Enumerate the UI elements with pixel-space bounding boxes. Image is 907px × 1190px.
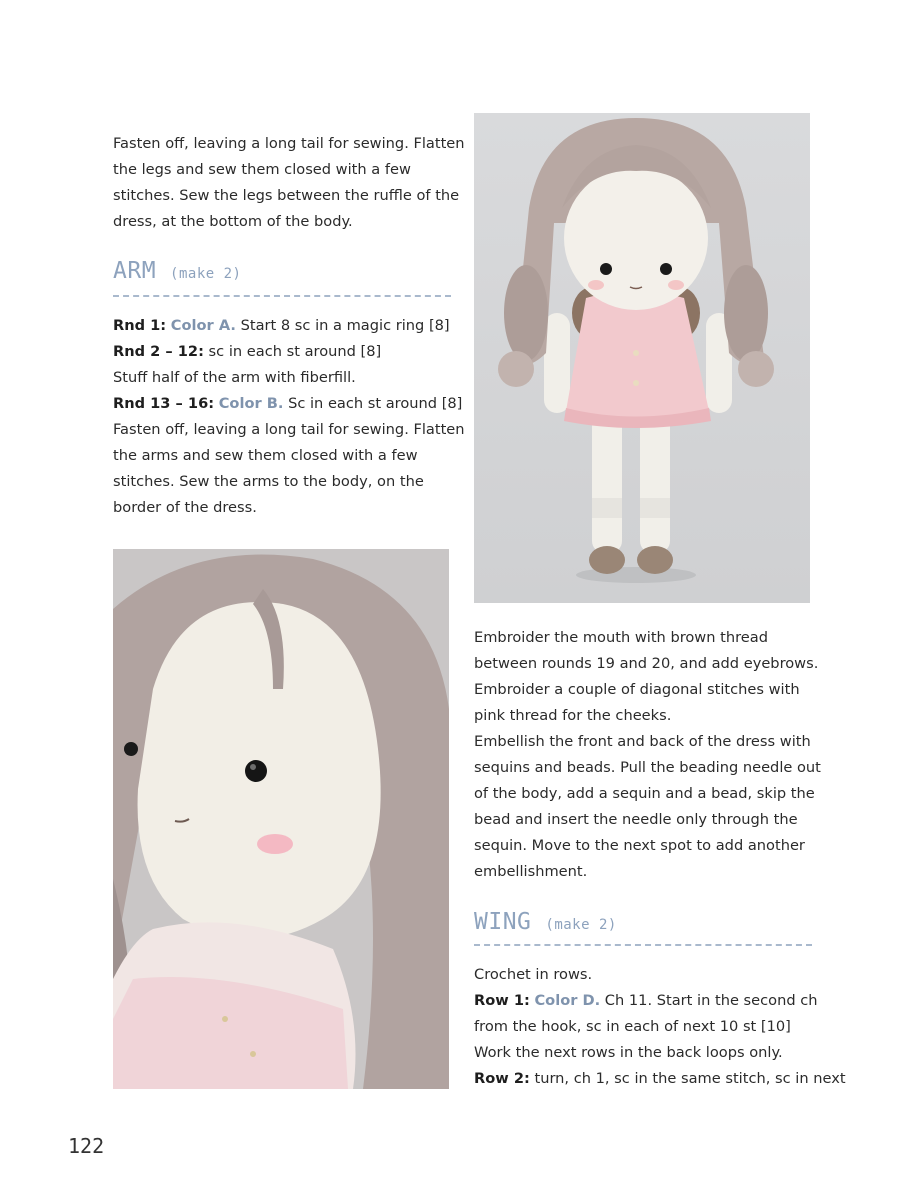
doll-closeup-photo: [113, 549, 449, 1089]
wing-heading-divider: [474, 944, 812, 946]
arm-finish-line: Fasten off, leaving a long tail for sewing. Flatten: [113, 421, 465, 438]
embroider-line: Embroider the mouth with brown thread: [474, 629, 768, 646]
arm-finish-line: the arms and sew them closed with a few: [113, 447, 418, 464]
doll-closeup-illustration: [113, 549, 449, 1089]
wing-intro: Crochet in rows.: [474, 966, 593, 983]
arm-heading-divider: [113, 295, 451, 297]
doll-full-illustration: [474, 113, 810, 603]
arm-rnd-1: [113, 313, 453, 339]
embroider-line: sequins and beads. Pull the beading needle out: [474, 759, 821, 776]
intro-line: stitches. Sew the legs between the ruffle of the: [113, 187, 460, 204]
arm-rnd-2-12: [113, 339, 453, 365]
arm-rnd-13-16: [113, 391, 463, 417]
wing-back-loops-note: Work the next rows in the back loops only.: [474, 1044, 783, 1061]
row-text: Start 8 sc in a magic ring [8]: [235, 317, 450, 334]
wing-row-1: [474, 988, 818, 1014]
embroider-line: embellishment.: [474, 863, 588, 880]
embroider-line: between rounds 19 and 20, and add eyebrows.: [474, 655, 819, 672]
row-label: Rnd 2 – 12:: [113, 343, 204, 360]
row-label: Rnd 13 – 16:: [113, 395, 215, 412]
row-label: Row 2:: [474, 1070, 530, 1087]
wing-heading-title: WING: [474, 909, 532, 935]
color-label: Color A.: [170, 317, 236, 334]
wing-heading-subtitle: (make 2): [545, 917, 617, 933]
row-text: Sc in each st around [8]: [283, 395, 463, 412]
left-text-column: [113, 131, 465, 235]
embroider-line: of the body, add a sequin and a bead, skip the: [474, 785, 815, 802]
intro-line: dress, at the bottom of the body.: [113, 213, 353, 230]
color-label: Color D.: [534, 992, 601, 1009]
arm-heading: [113, 258, 241, 284]
arm-heading-title: ARM: [113, 258, 157, 284]
intro-line: the legs and sew them closed with a few: [113, 161, 411, 178]
page-number: 122: [68, 1134, 105, 1158]
embroider-line: Embroider a couple of diagonal stitches with: [474, 681, 800, 698]
wing-heading: [474, 909, 617, 935]
embroider-line: Embellish the front and back of the dress with: [474, 733, 811, 750]
arm-heading-subtitle: (make 2): [170, 266, 242, 282]
row-label: Row 1:: [474, 992, 530, 1009]
color-label: Color B.: [218, 395, 284, 412]
wing-row-1-cont: from the hook, sc in each of next 10 st [10]: [474, 1018, 791, 1035]
row-label: Rnd 1:: [113, 317, 167, 334]
row-text: Ch 11. Start in the second ch: [600, 992, 818, 1009]
row-text: turn, ch 1, sc in the same stitch, sc in next: [529, 1070, 846, 1087]
wing-row-2: [474, 1066, 846, 1092]
embroider-line: bead and insert the needle only through the: [474, 811, 798, 828]
embroider-line: pink thread for the cheeks.: [474, 707, 672, 724]
arm-finish-line: stitches. Sew the arms to the body, on the: [113, 473, 424, 490]
arm-instructions: [113, 313, 465, 521]
arm-stuff-note: Stuff half of the arm with fiberfill.: [113, 369, 356, 386]
doll-full-photo: [474, 113, 810, 603]
arm-finish-line: border of the dress.: [113, 499, 257, 516]
wing-instructions: [474, 962, 846, 1092]
intro-line: Fasten off, leaving a long tail for sewing. Flatten: [113, 135, 465, 152]
right-text-column: [474, 625, 821, 885]
embroider-line: sequin. Move to the next spot to add another: [474, 837, 805, 854]
row-text: sc in each st around [8]: [203, 343, 382, 360]
